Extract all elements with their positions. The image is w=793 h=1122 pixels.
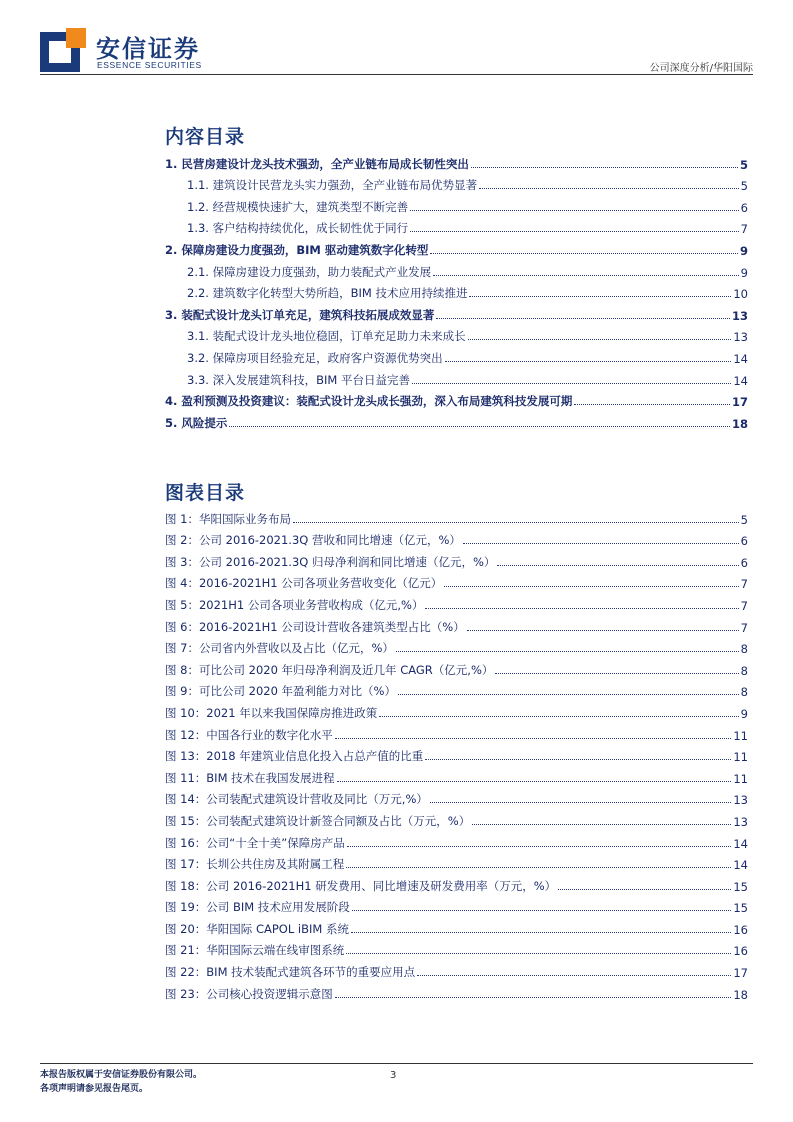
- toc-entry[interactable]: [165, 388, 748, 410]
- header-divider: [40, 74, 753, 75]
- toc-entry-page: 14: [733, 351, 748, 366]
- figure-entry-label: 图 15：公司装配式建筑设计新签合同额及占比（万元，%）: [165, 813, 471, 828]
- toc-entry[interactable]: [165, 215, 748, 237]
- toc-entry-label: 5. 风险提示: [165, 415, 228, 430]
- toc-entry-page: 14: [733, 373, 748, 388]
- toc-entry-label: 1.2. 经营规模快速扩大，建筑类型不断完善: [187, 199, 409, 214]
- toc-leader-dots: [412, 383, 731, 384]
- footer-divider: [40, 1063, 753, 1064]
- toc-leader-dots: [229, 426, 730, 427]
- figure-entry-page: 7: [740, 620, 748, 635]
- toc-entry-page: 7: [740, 222, 748, 237]
- figure-leader-dots: [472, 824, 731, 825]
- toc-entry[interactable]: [165, 172, 748, 194]
- toc-entry[interactable]: [165, 301, 748, 323]
- figure-leader-dots: [430, 802, 731, 803]
- toc-entry[interactable]: [165, 150, 748, 172]
- figure-entry[interactable]: [165, 613, 748, 635]
- figure-leader-dots: [352, 910, 732, 911]
- figure-entry-label: 图 18：公司 2016-2021H1 研发费用、同比增速及研发费用率（万元，%）: [165, 878, 557, 893]
- figure-entry-page: 15: [733, 901, 748, 916]
- figure-entry-label: 图 14：公司装配式建筑设计营收及同比（万元,%）: [165, 792, 428, 807]
- figure-entry[interactable]: [165, 635, 748, 657]
- figure-entry-label: 图 16：公司“十全十美”保障房产品: [165, 835, 345, 850]
- toc-leader-dots: [430, 253, 738, 254]
- figure-entry-label: 图 23：公司核心投资逻辑示意图: [165, 986, 333, 1001]
- figure-entry[interactable]: [165, 872, 748, 894]
- figure-leader-dots: [467, 630, 739, 631]
- toc-entry-label: 2.2. 建筑数字化转型大势所趋，BIM 技术应用持续推进: [187, 286, 468, 301]
- figure-leader-dots: [337, 781, 732, 782]
- toc-entry-label: 3. 装配式设计龙头订单充足，建筑科技拓展成效显著: [165, 307, 435, 322]
- toc-leader-dots: [410, 231, 739, 232]
- figure-list: [165, 505, 748, 1002]
- toc-entry-label: 2. 保障房建设力度强劲，BIM 驱动建筑数字化转型: [165, 242, 429, 257]
- figure-entry[interactable]: [165, 548, 748, 570]
- figure-entry-page: 6: [740, 555, 748, 570]
- toc-leader-dots: [445, 361, 732, 362]
- figure-entry-label: 图 1：华阳国际业务布局: [165, 511, 291, 526]
- toc-entry-page: 13: [733, 330, 748, 345]
- figure-leader-dots: [347, 846, 732, 847]
- figure-entry[interactable]: [165, 958, 748, 980]
- footer-copyright: 本报告版权属于安信证券股份有限公司。: [40, 1070, 203, 1080]
- figure-leader-dots: [351, 932, 731, 933]
- figure-entry-label: 图 10：2021 年以来我国保障房推进政策: [165, 705, 378, 720]
- report-type: 公司深度分析/华阳国际: [649, 63, 753, 74]
- toc-entry-page: 17: [731, 395, 748, 410]
- toc-list: [165, 150, 748, 431]
- figure-entry[interactable]: [165, 851, 748, 873]
- figure-leader-dots: [335, 738, 732, 739]
- figure-entry-label: 图 4：2016-2021H1 公司各项业务营收变化（亿元）: [165, 576, 443, 591]
- figure-leader-dots: [417, 975, 731, 976]
- toc-leader-dots: [433, 275, 739, 276]
- figure-entry[interactable]: [165, 527, 748, 549]
- figure-entry[interactable]: [165, 807, 748, 829]
- footer-disclaimer: [40, 1068, 202, 1096]
- figure-entry-page: 7: [740, 598, 748, 613]
- toc-entry[interactable]: [165, 366, 748, 388]
- figure-entry[interactable]: [165, 764, 748, 786]
- figure-entry[interactable]: [165, 980, 748, 1002]
- toc-leader-dots: [410, 210, 739, 211]
- figure-entry-page: 8: [740, 642, 748, 657]
- toc-entry-label: 3.3. 深入发展建筑科技，BIM 平台日益完善: [187, 372, 410, 387]
- toc-leader-dots: [574, 404, 730, 405]
- figure-entry[interactable]: [165, 937, 748, 959]
- toc-leader-dots: [436, 318, 730, 319]
- toc-entry-page: 18: [731, 416, 748, 431]
- figure-entry-page: 5: [740, 512, 748, 527]
- figure-leader-dots: [497, 565, 738, 566]
- figure-entry[interactable]: [165, 915, 748, 937]
- figure-entry-page: 6: [740, 534, 748, 549]
- toc-leader-dots: [479, 188, 739, 189]
- page-number: 3: [390, 1070, 397, 1081]
- figure-entry-page: 13: [733, 793, 748, 808]
- figure-entry-label: 图 7：公司省内外营收以及占比（亿元，%）: [165, 641, 394, 656]
- figure-entry-page: 14: [733, 858, 748, 873]
- figure-entry-page: 8: [740, 663, 748, 678]
- figure-entry-label: 图 2：公司 2016-2021.3Q 营收和同比增速（亿元，%）: [165, 533, 461, 548]
- figure-entry[interactable]: [165, 721, 748, 743]
- brand-name-en: ESSENCE SECURITIES: [97, 60, 202, 70]
- figure-leader-dots: [346, 953, 731, 954]
- toc-entry[interactable]: [165, 193, 748, 215]
- figure-leader-dots: [425, 759, 731, 760]
- figure-entry-page: 14: [733, 836, 748, 851]
- figure-leader-dots: [444, 586, 738, 587]
- toc-entry-label: 1. 民营房建设计龙头技术强劲，全产业链布局成长韧性突出: [165, 156, 469, 171]
- figure-entry-label: 图 9：可比公司 2020 年盈利能力对比（%）: [165, 684, 396, 699]
- figure-list-title: 图表目录: [165, 482, 246, 504]
- figure-entry[interactable]: [165, 591, 748, 613]
- figure-entry-page: 11: [733, 771, 748, 786]
- brand-name-cn: 安信证券: [96, 35, 200, 63]
- figure-entry[interactable]: [165, 678, 748, 700]
- figure-leader-dots: [425, 608, 738, 609]
- toc-entry-page: 9: [739, 243, 748, 258]
- footer-notice: 各项声明请参见报告尾页。: [40, 1084, 149, 1094]
- figure-entry-label: 图 19：公司 BIM 技术应用发展阶段: [165, 900, 350, 915]
- figure-leader-dots: [396, 651, 739, 652]
- toc-leader-dots: [468, 339, 732, 340]
- figure-entry-page: 11: [733, 728, 748, 743]
- figure-entry-page: 7: [740, 577, 748, 592]
- toc-entry-label: 2.1. 保障房建设力度强劲，助力装配式产业发展: [187, 264, 432, 279]
- toc-entry-label: 3.1. 装配式设计龙头地位稳固，订单充足助力未来成长: [187, 329, 466, 344]
- essence-logo-icon: [40, 28, 86, 72]
- toc-entry-label: 1.3. 客户结构持续优化，成长韧性优于同行: [187, 221, 409, 236]
- figure-entry[interactable]: [165, 829, 748, 851]
- figure-entry[interactable]: [165, 786, 748, 808]
- figure-entry[interactable]: [165, 743, 748, 765]
- toc-title: 内容目录: [165, 126, 246, 148]
- figure-entry[interactable]: [165, 894, 748, 916]
- toc-entry-page: 10: [733, 287, 748, 302]
- figure-entry-label: 图 8：可比公司 2020 年归母净利润及近几年 CAGR（亿元,%）: [165, 662, 494, 677]
- figure-entry-label: 图 22：BIM 技术装配式建筑各环节的重要应用点: [165, 965, 416, 980]
- toc-entry-page: 5: [739, 157, 748, 172]
- figure-entry-page: 17: [733, 966, 748, 981]
- toc-entry-label: 1.1. 建筑设计民营龙头实力强劲，全产业链布局优势显著: [187, 178, 478, 193]
- figure-entry-page: 16: [733, 922, 748, 937]
- figure-entry-label: 图 21：华阳国际云端在线审图系统: [165, 943, 345, 958]
- toc-entry[interactable]: [165, 280, 748, 302]
- toc-entry[interactable]: [165, 323, 748, 345]
- figure-entry-page: 11: [733, 750, 748, 765]
- figure-entry-label: 图 13：2018 年建筑业信息化投入占总产值的比重: [165, 749, 424, 764]
- figure-entry-page: 13: [733, 814, 748, 829]
- figure-entry[interactable]: [165, 656, 748, 678]
- figure-entry-label: 图 12：中国各行业的数字化水平: [165, 727, 333, 742]
- figure-entry-page: 9: [740, 706, 748, 721]
- toc-leader-dots: [471, 167, 738, 168]
- figure-entry-label: 图 6：2016-2021H1 公司设计营收各建筑类型占比（%）: [165, 619, 465, 634]
- figure-leader-dots: [398, 694, 739, 695]
- toc-entry[interactable]: [165, 258, 748, 280]
- figure-entry-page: 16: [733, 944, 748, 959]
- toc-entry[interactable]: [165, 236, 748, 258]
- figure-entry[interactable]: [165, 570, 748, 592]
- figure-leader-dots: [346, 867, 731, 868]
- figure-leader-dots: [558, 889, 731, 890]
- figure-leader-dots: [293, 522, 739, 523]
- figure-leader-dots: [495, 673, 738, 674]
- toc-entry-page: 6: [740, 200, 748, 215]
- figure-leader-dots: [335, 997, 732, 998]
- figure-entry-label: 图 20：华阳国际 CAPOL iBIM 系统: [165, 921, 349, 936]
- figure-entry-label: 图 17：长圳公共住房及其附属工程: [165, 857, 345, 872]
- figure-entry-label: 图 11：BIM 技术在我国发展进程: [165, 770, 335, 785]
- toc-entry-label: 4. 盈利预测及投资建议：装配式设计龙头成长强劲，深入布局建筑科技发展可期: [165, 394, 573, 409]
- figure-leader-dots: [463, 543, 739, 544]
- toc-entry[interactable]: [165, 344, 748, 366]
- toc-entry[interactable]: [165, 409, 748, 431]
- toc-entry-page: 13: [731, 308, 748, 323]
- figure-entry-page: 8: [740, 685, 748, 700]
- figure-entry[interactable]: [165, 699, 748, 721]
- figure-entry-label: 图 3：公司 2016-2021.3Q 归母净利润和同比增速（亿元，%）: [165, 554, 496, 569]
- toc-entry-page: 9: [740, 265, 748, 280]
- toc-entry-page: 5: [740, 179, 748, 194]
- figure-entry-label: 图 5：2021H1 公司各项业务营收构成（亿元,%）: [165, 597, 424, 612]
- toc-leader-dots: [469, 296, 731, 297]
- figure-entry-page: 15: [733, 879, 748, 894]
- figure-entry-page: 18: [733, 987, 748, 1002]
- figure-leader-dots: [379, 716, 738, 717]
- toc-entry-label: 3.2. 保障房项目经验充足，政府客户资源优势突出: [187, 350, 443, 365]
- figure-entry[interactable]: [165, 505, 748, 527]
